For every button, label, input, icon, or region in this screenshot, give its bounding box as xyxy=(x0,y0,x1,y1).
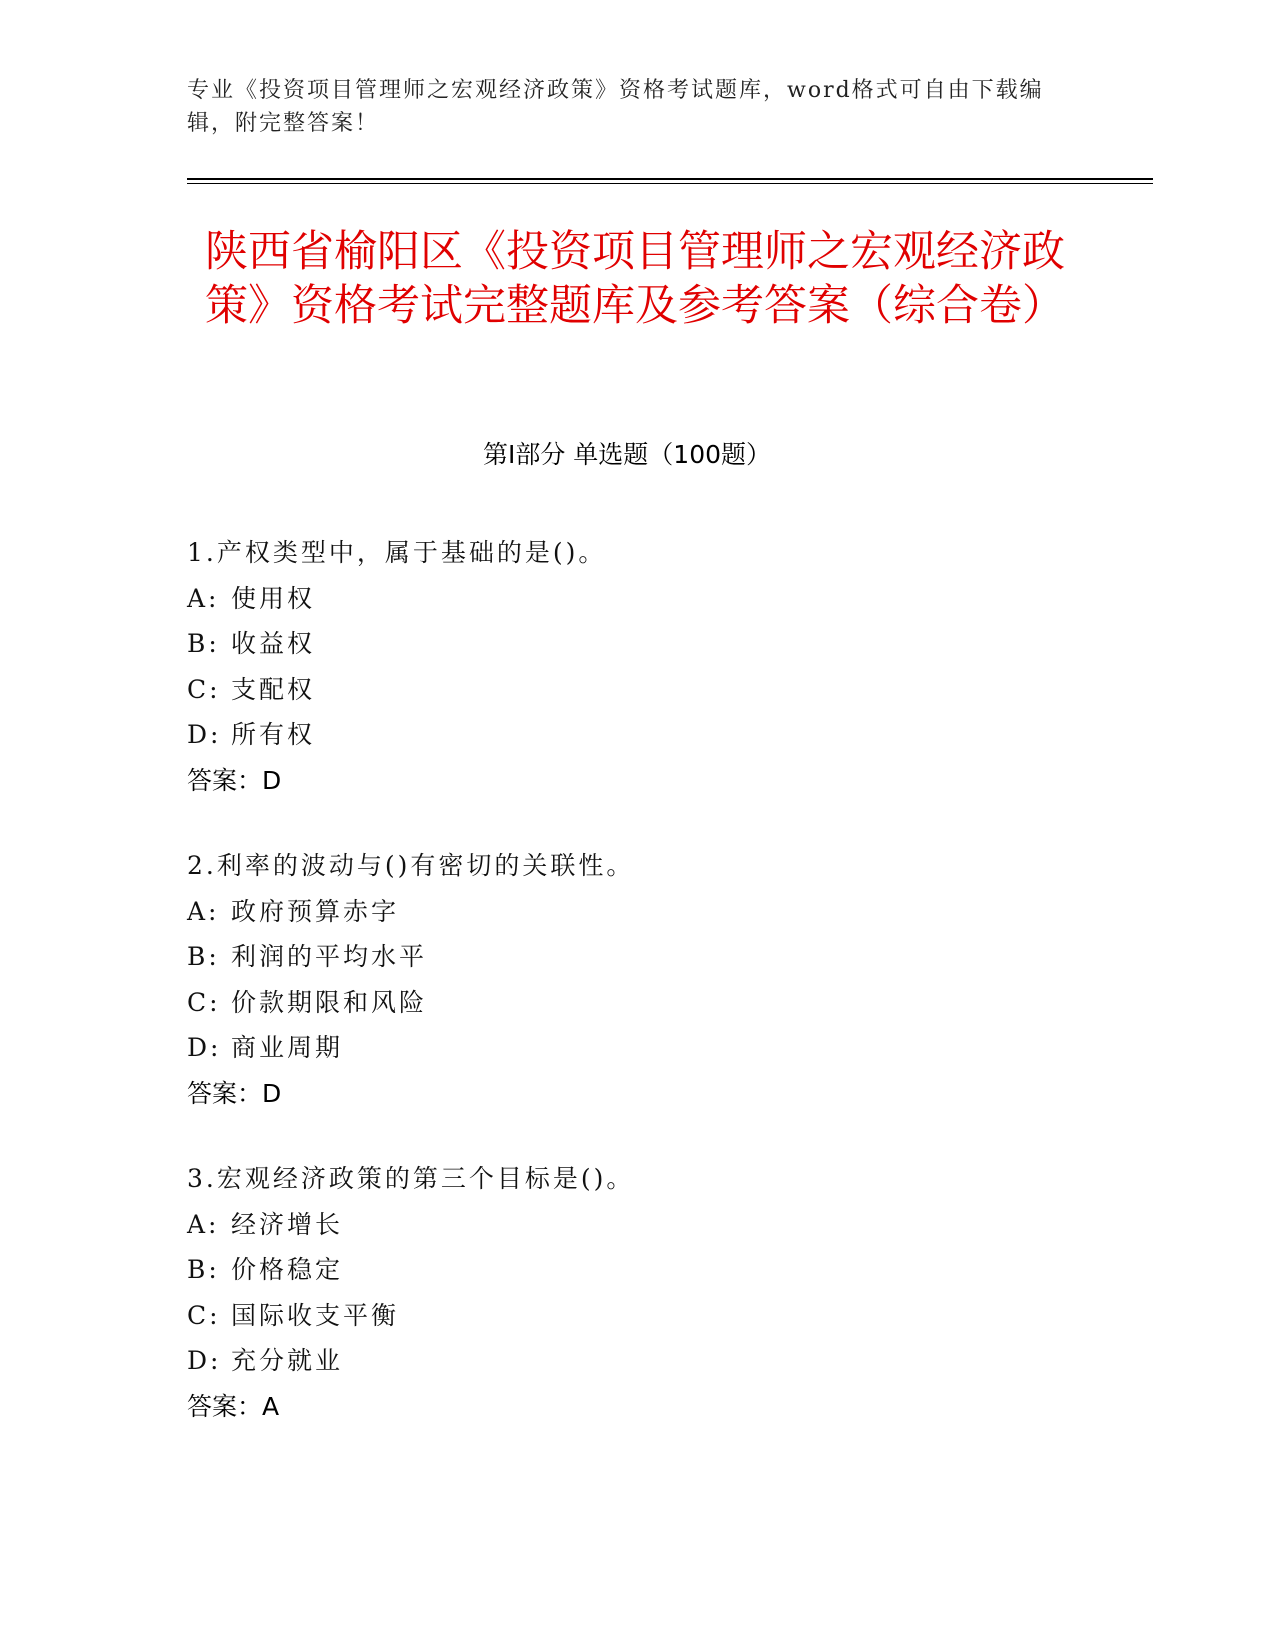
option-a xyxy=(187,889,1087,935)
question-1 xyxy=(187,530,1087,803)
option-d xyxy=(187,1338,1087,1384)
option-text: 所有权 xyxy=(231,720,316,749)
option-c xyxy=(187,1293,1087,1339)
question-stem: 1.产权类型中，属于基础的是()。 xyxy=(187,538,607,567)
section-title: 第I部分 单选题（100题） xyxy=(482,440,772,469)
option-letter: C: xyxy=(187,987,221,1017)
option-b xyxy=(187,934,1087,980)
option-d xyxy=(187,1025,1087,1071)
option-letter: D: xyxy=(187,720,222,749)
question-3 xyxy=(187,1156,1087,1429)
header-note: 专业《投资项目管理师之宏观经济政策》资格考试题库，word格式可自由下载编辑，附完整答案！ xyxy=(187,78,1044,136)
option-text: 商业周期 xyxy=(231,1033,344,1062)
option-a xyxy=(187,1202,1087,1248)
option-letter: A: xyxy=(187,896,220,926)
option-letter: B: xyxy=(187,942,220,971)
option-letter: A: xyxy=(187,583,220,613)
option-letter: A: xyxy=(187,1209,220,1239)
option-letter: C: xyxy=(187,1300,221,1330)
question-2 xyxy=(187,843,1087,1116)
option-text: 收益权 xyxy=(231,629,316,658)
option-text: 价格稳定 xyxy=(231,1255,344,1284)
option-c xyxy=(187,667,1087,713)
header-rule-thin xyxy=(187,183,1153,184)
question-list xyxy=(187,530,1087,1469)
option-text: 利润的平均水平 xyxy=(231,942,428,971)
question-stem: 3.宏观经济政策的第三个目标是()。 xyxy=(187,1164,635,1193)
option-text: 充分就业 xyxy=(231,1346,344,1375)
answer-label: 答案： xyxy=(187,765,263,795)
answer-value: D xyxy=(262,1078,282,1108)
answer-label: 答案： xyxy=(187,1391,263,1421)
option-letter: D: xyxy=(187,1346,222,1375)
answer-line xyxy=(187,1384,1087,1430)
option-text: 国际收支平衡 xyxy=(231,1300,400,1330)
option-text: 支配权 xyxy=(231,674,316,704)
document-title: 陕西省榆阳区《投资项目管理师之宏观经济政策》资格考试完整题库及参考答案（综合卷） xyxy=(205,227,1065,331)
option-text: 经济增长 xyxy=(231,1209,344,1239)
answer-line xyxy=(187,1071,1087,1117)
option-letter: B: xyxy=(187,1255,220,1284)
answer-line xyxy=(187,758,1087,804)
answer-label: 答案： xyxy=(187,1078,263,1108)
answer-value: D xyxy=(262,765,282,795)
option-text: 价款期限和风险 xyxy=(231,987,428,1017)
option-letter: B: xyxy=(187,629,220,658)
option-text: 使用权 xyxy=(231,583,316,613)
question-stem: 2.利率的波动与()有密切的关联性。 xyxy=(187,851,635,880)
option-b xyxy=(187,1247,1087,1293)
option-b xyxy=(187,621,1087,667)
option-letter: D: xyxy=(187,1033,222,1062)
option-c xyxy=(187,980,1087,1026)
answer-value: A xyxy=(262,1391,280,1421)
option-text: 政府预算赤字 xyxy=(231,896,400,926)
option-d xyxy=(187,712,1087,758)
option-a xyxy=(187,576,1087,622)
header-rule-thick xyxy=(187,178,1153,180)
option-letter: C: xyxy=(187,674,221,704)
